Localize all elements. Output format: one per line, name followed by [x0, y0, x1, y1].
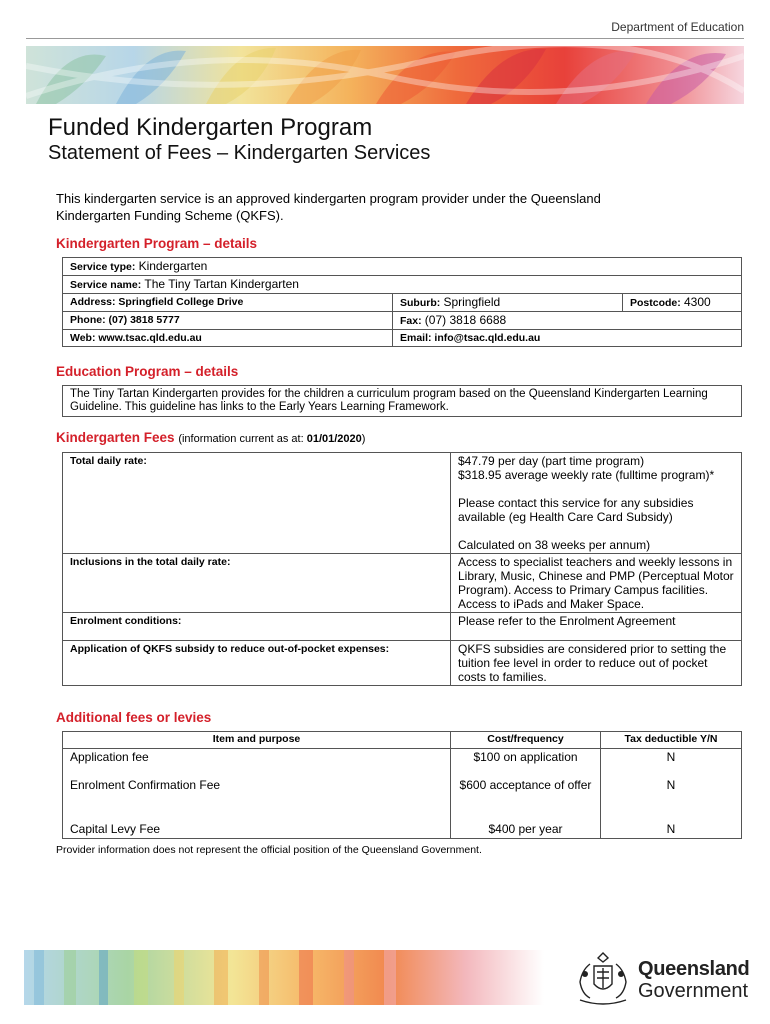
fee-cost: $100 on application [451, 749, 601, 777]
column-header-cost: Cost/frequency [451, 732, 601, 749]
column-header-item: Item and purpose [63, 732, 451, 749]
fee-tax: N [601, 749, 742, 777]
fee-tax: N [601, 821, 742, 839]
postcode-cell: Postcode: 4300 [623, 294, 742, 312]
table-row [63, 276, 742, 294]
fee-cost: $600 acceptance of offer [451, 777, 601, 821]
intro-text: This kindergarten service is an approved kindergarten program provider under the Queensland Kindergarten Funding Scheme (QKFS). [56, 191, 601, 223]
fee-item: Application fee [63, 749, 451, 777]
decorative-banner [26, 46, 744, 104]
column-header-tax: Tax deductible Y/N [601, 732, 742, 749]
fee-item: Capital Levy Fee [63, 821, 451, 839]
page-subtitle: Statement of Fees – Kindergarten Services [48, 142, 431, 164]
fee-tax: N [601, 777, 742, 821]
inclusions-value: Access to specialist teachers and weekly lessons in Library, Music, Chinese and PMP (Perceptual Motor Program). Access to Primary Campus facilities. Access to iPads and Maker Space. [451, 554, 742, 613]
web-cell: Web: www.tsac.qld.edu.au [63, 330, 393, 347]
additional-fees-table [62, 731, 742, 839]
fee-cost: $400 per year [451, 821, 601, 839]
logo-wordmark-queensland: Queensland [638, 958, 750, 980]
table-row [63, 330, 742, 347]
address-cell: Address: Springfield College Drive [63, 294, 393, 312]
total-daily-rate-value: $47.79 per day (part time program) $318.95 average weekly rate (fulltime program)* Please contact this service for any subsidies available (eg Health Care Card Subsidy) Calculated on 38 weeks per annum) [451, 453, 742, 554]
fees-table [62, 452, 742, 686]
table-row [63, 749, 742, 777]
table-row [63, 258, 742, 276]
service-name-cell: Service name: The Tiny Tartan Kindergarten [63, 276, 742, 294]
disclaimer-text: Provider information does not represent the official position of the Queensland Government. [56, 844, 482, 856]
fees-date-note: (information current as at: 01/01/2020) [178, 433, 366, 445]
table-row [63, 312, 742, 330]
enrolment-conditions-label: Enrolment conditions: [63, 613, 451, 641]
email-cell: Email: info@tsac.qld.edu.au [393, 330, 742, 347]
table-row [63, 613, 742, 641]
kindergarten-fees-heading [56, 430, 365, 445]
suburb-cell: Suburb: Springfield [393, 294, 623, 312]
education-program-heading: Education Program – details [56, 364, 239, 379]
decorative-footer-banner [24, 950, 544, 1005]
total-daily-rate-label: Total daily rate: [63, 453, 451, 554]
table-row [63, 453, 742, 554]
table-header-row [63, 732, 742, 749]
table-row [63, 386, 742, 417]
page-title: Funded Kindergarten Program [48, 114, 373, 141]
enrolment-conditions-value: Please refer to the Enrolment Agreement [451, 613, 742, 641]
inclusions-label: Inclusions in the total daily rate: [63, 554, 451, 613]
additional-fees-heading: Additional fees or levies [56, 710, 212, 725]
table-row [63, 554, 742, 613]
coat-of-arms-icon [572, 950, 634, 1008]
kindergarten-details-table [62, 257, 742, 347]
fax-cell: Fax: (07) 3818 6688 [393, 312, 742, 330]
header-divider [26, 38, 744, 39]
qkfs-subsidy-value: QKFS subsidies are considered prior to setting the tuition fee level in order to reduce out of pocket costs to families. [451, 641, 742, 686]
fees-heading-text: Kindergarten Fees [56, 430, 175, 445]
kindergarten-program-heading: Kindergarten Program – details [56, 236, 258, 251]
fee-item: Enrolment Confirmation Fee [63, 777, 451, 821]
logo-wordmark-government: Government [638, 980, 749, 1002]
qkfs-subsidy-label: Application of QKFS subsidy to reduce out-of-pocket expenses: [63, 641, 451, 686]
table-row [63, 821, 742, 839]
table-row [63, 641, 742, 686]
education-program-table [62, 385, 742, 417]
phone-cell: Phone: (07) 3818 5777 [63, 312, 393, 330]
table-row [63, 294, 742, 312]
table-row [63, 777, 742, 821]
department-name: Department of Education [611, 20, 744, 34]
education-program-text: The Tiny Tartan Kindergarten provides for the children a curriculum program based on the Queensland Kindergarten Learning Guideline. This guideline has links to the Early Years Learning Framework. [63, 386, 742, 417]
queensland-government-logo [572, 950, 752, 1008]
service-type-cell: Service type: Kindergarten [63, 258, 742, 276]
